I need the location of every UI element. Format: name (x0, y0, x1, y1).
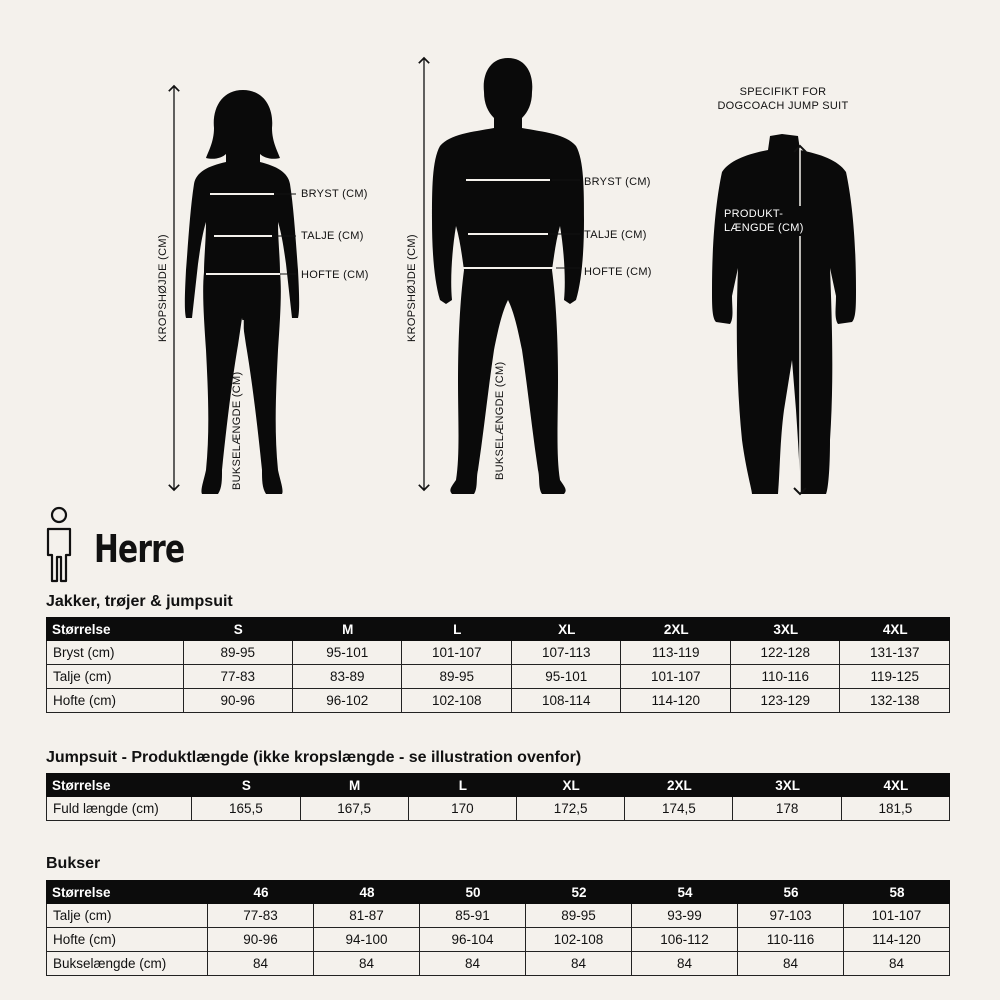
header-cell-58: 58 (844, 880, 950, 904)
man-label-height: KROPSHØJDE (CM) (406, 234, 418, 342)
table-cell: 85-91 (420, 904, 526, 928)
header-cell-3xl: 3XL (731, 617, 841, 641)
table-row (46, 904, 950, 928)
table-cell: 114-120 (844, 928, 950, 952)
table-cell: 181,5 (842, 797, 950, 821)
header-cell-size: Størrelse (46, 880, 208, 904)
header-cell-4xl: 4XL (840, 617, 950, 641)
table-cell: 89-95 (184, 641, 293, 665)
header-cell-xl: XL (517, 773, 625, 797)
jumpsuit-title-2: DOGCOACH JUMP SUIT (717, 100, 849, 112)
table-cell: 110-116 (738, 928, 844, 952)
jumpsuit-label-1: PRODUKT- (724, 208, 784, 220)
table-cell: 89-95 (402, 665, 512, 689)
section-header (44, 505, 444, 585)
header-cell-46: 46 (208, 880, 314, 904)
table-cell: 95-101 (293, 641, 402, 665)
row-label: Talje (cm) (46, 904, 208, 928)
table-cell: 106-112 (632, 928, 738, 952)
table-cell: 119-125 (840, 665, 950, 689)
table-cell: 96-102 (293, 689, 402, 713)
header-cell-2xl: 2XL (625, 773, 733, 797)
pants-size-table (46, 880, 950, 976)
table-row (46, 689, 950, 713)
table-cell: 170 (409, 797, 517, 821)
jumpsuit-title: Jumpsuit - Produktlængde (ikke kropslængde - se illustration ovenfor) (46, 749, 582, 766)
table-cell: 113-119 (621, 641, 731, 665)
table-cell: 97-103 (738, 904, 844, 928)
table-header-row (46, 617, 950, 641)
header-cell-xl: XL (512, 617, 622, 641)
table-cell: 114-120 (621, 689, 731, 713)
header-cell-size: Størrelse (46, 617, 184, 641)
row-label: Bryst (cm) (46, 641, 184, 665)
woman-label-talje: TALJE (CM) (301, 230, 364, 242)
woman-label-hofte: HOFTE (CM) (301, 269, 369, 281)
table-cell: 84 (526, 952, 632, 976)
row-label: Hofte (cm) (46, 928, 208, 952)
table-row (46, 797, 950, 821)
table-cell: 96-104 (420, 928, 526, 952)
table-cell: 167,5 (301, 797, 409, 821)
table-cell: 90-96 (208, 928, 314, 952)
jackets-size-table (46, 617, 950, 713)
table-row (46, 952, 950, 976)
table-cell: 110-116 (731, 665, 841, 689)
header-cell-50: 50 (420, 880, 526, 904)
jumpsuit-size-table (46, 773, 950, 821)
header-cell-56: 56 (738, 880, 844, 904)
woman-label-height: KROPSHØJDE (CM) (157, 234, 169, 342)
header-cell-3xl: 3XL (733, 773, 841, 797)
man-label-talje: TALJE (CM) (584, 229, 647, 241)
table-cell: 94-100 (314, 928, 420, 952)
table-cell: 178 (733, 797, 841, 821)
table-cell: 131-137 (840, 641, 950, 665)
table-cell: 102-108 (526, 928, 632, 952)
table-cell: 107-113 (512, 641, 622, 665)
table-cell: 81-87 (314, 904, 420, 928)
man-label-inseam: BUKSELÆNGDE (CM) (494, 361, 506, 480)
header-cell-l: L (409, 773, 517, 797)
row-label: Hofte (cm) (46, 689, 184, 713)
header-cell-2xl: 2XL (621, 617, 731, 641)
row-label: Fuld længde (cm) (46, 797, 192, 821)
table-cell: 123-129 (731, 689, 841, 713)
table-cell: 84 (420, 952, 526, 976)
header-cell-52: 52 (526, 880, 632, 904)
table-cell: 101-107 (402, 641, 512, 665)
header-cell-s: S (192, 773, 300, 797)
woman-label-inseam: BUKSELÆNGDE (CM) (231, 371, 243, 490)
table-cell: 90-96 (184, 689, 293, 713)
table-cell: 83-89 (293, 665, 402, 689)
header-cell-m: M (293, 617, 402, 641)
table-cell: 101-107 (844, 904, 950, 928)
woman-label-bryst: BRYST (CM) (301, 188, 368, 200)
table-cell: 77-83 (208, 904, 314, 928)
table-cell: 84 (208, 952, 314, 976)
table-cell: 93-99 (632, 904, 738, 928)
table-cell: 77-83 (184, 665, 293, 689)
header-cell-s: S (184, 617, 293, 641)
header-cell-54: 54 (632, 880, 738, 904)
header-cell-size: Størrelse (46, 773, 192, 797)
table-row (46, 928, 950, 952)
table-cell: 84 (844, 952, 950, 976)
jumpsuit-title-1: SPECIFIKT FOR (739, 86, 827, 98)
table-cell: 174,5 (625, 797, 733, 821)
table-cell: 84 (314, 952, 420, 976)
table-cell: 172,5 (517, 797, 625, 821)
table-cell: 102-108 (402, 689, 512, 713)
header-cell-l: L (402, 617, 512, 641)
table-cell: 95-101 (512, 665, 622, 689)
table-cell: 132-138 (840, 689, 950, 713)
table-header-row (46, 880, 950, 904)
table-cell: 165,5 (192, 797, 300, 821)
table-cell: 89-95 (526, 904, 632, 928)
jumpsuit-label-2: LÆNGDE (CM) (724, 222, 804, 234)
man-label-bryst: BRYST (CM) (584, 176, 651, 188)
table-cell: 108-114 (512, 689, 622, 713)
table-row (46, 641, 950, 665)
table-cell: 122-128 (731, 641, 841, 665)
person-icon (44, 505, 74, 583)
header-cell-4xl: 4XL (842, 773, 950, 797)
table-row (46, 665, 950, 689)
table-header-row (46, 773, 950, 797)
table-cell: 84 (632, 952, 738, 976)
jackets-title: Jakker, trøjer & jumpsuit (46, 593, 233, 610)
table-cell: 101-107 (621, 665, 731, 689)
man-label-hofte: HOFTE (CM) (584, 266, 652, 278)
header-cell-m: M (301, 773, 409, 797)
jumpsuit-silhouette (712, 134, 856, 494)
row-label: Bukselængde (cm) (46, 952, 208, 976)
page-title: Herre (94, 527, 185, 571)
header-cell-48: 48 (314, 880, 420, 904)
pants-title: Bukser (46, 855, 101, 872)
row-label: Talje (cm) (46, 665, 184, 689)
table-cell: 84 (738, 952, 844, 976)
